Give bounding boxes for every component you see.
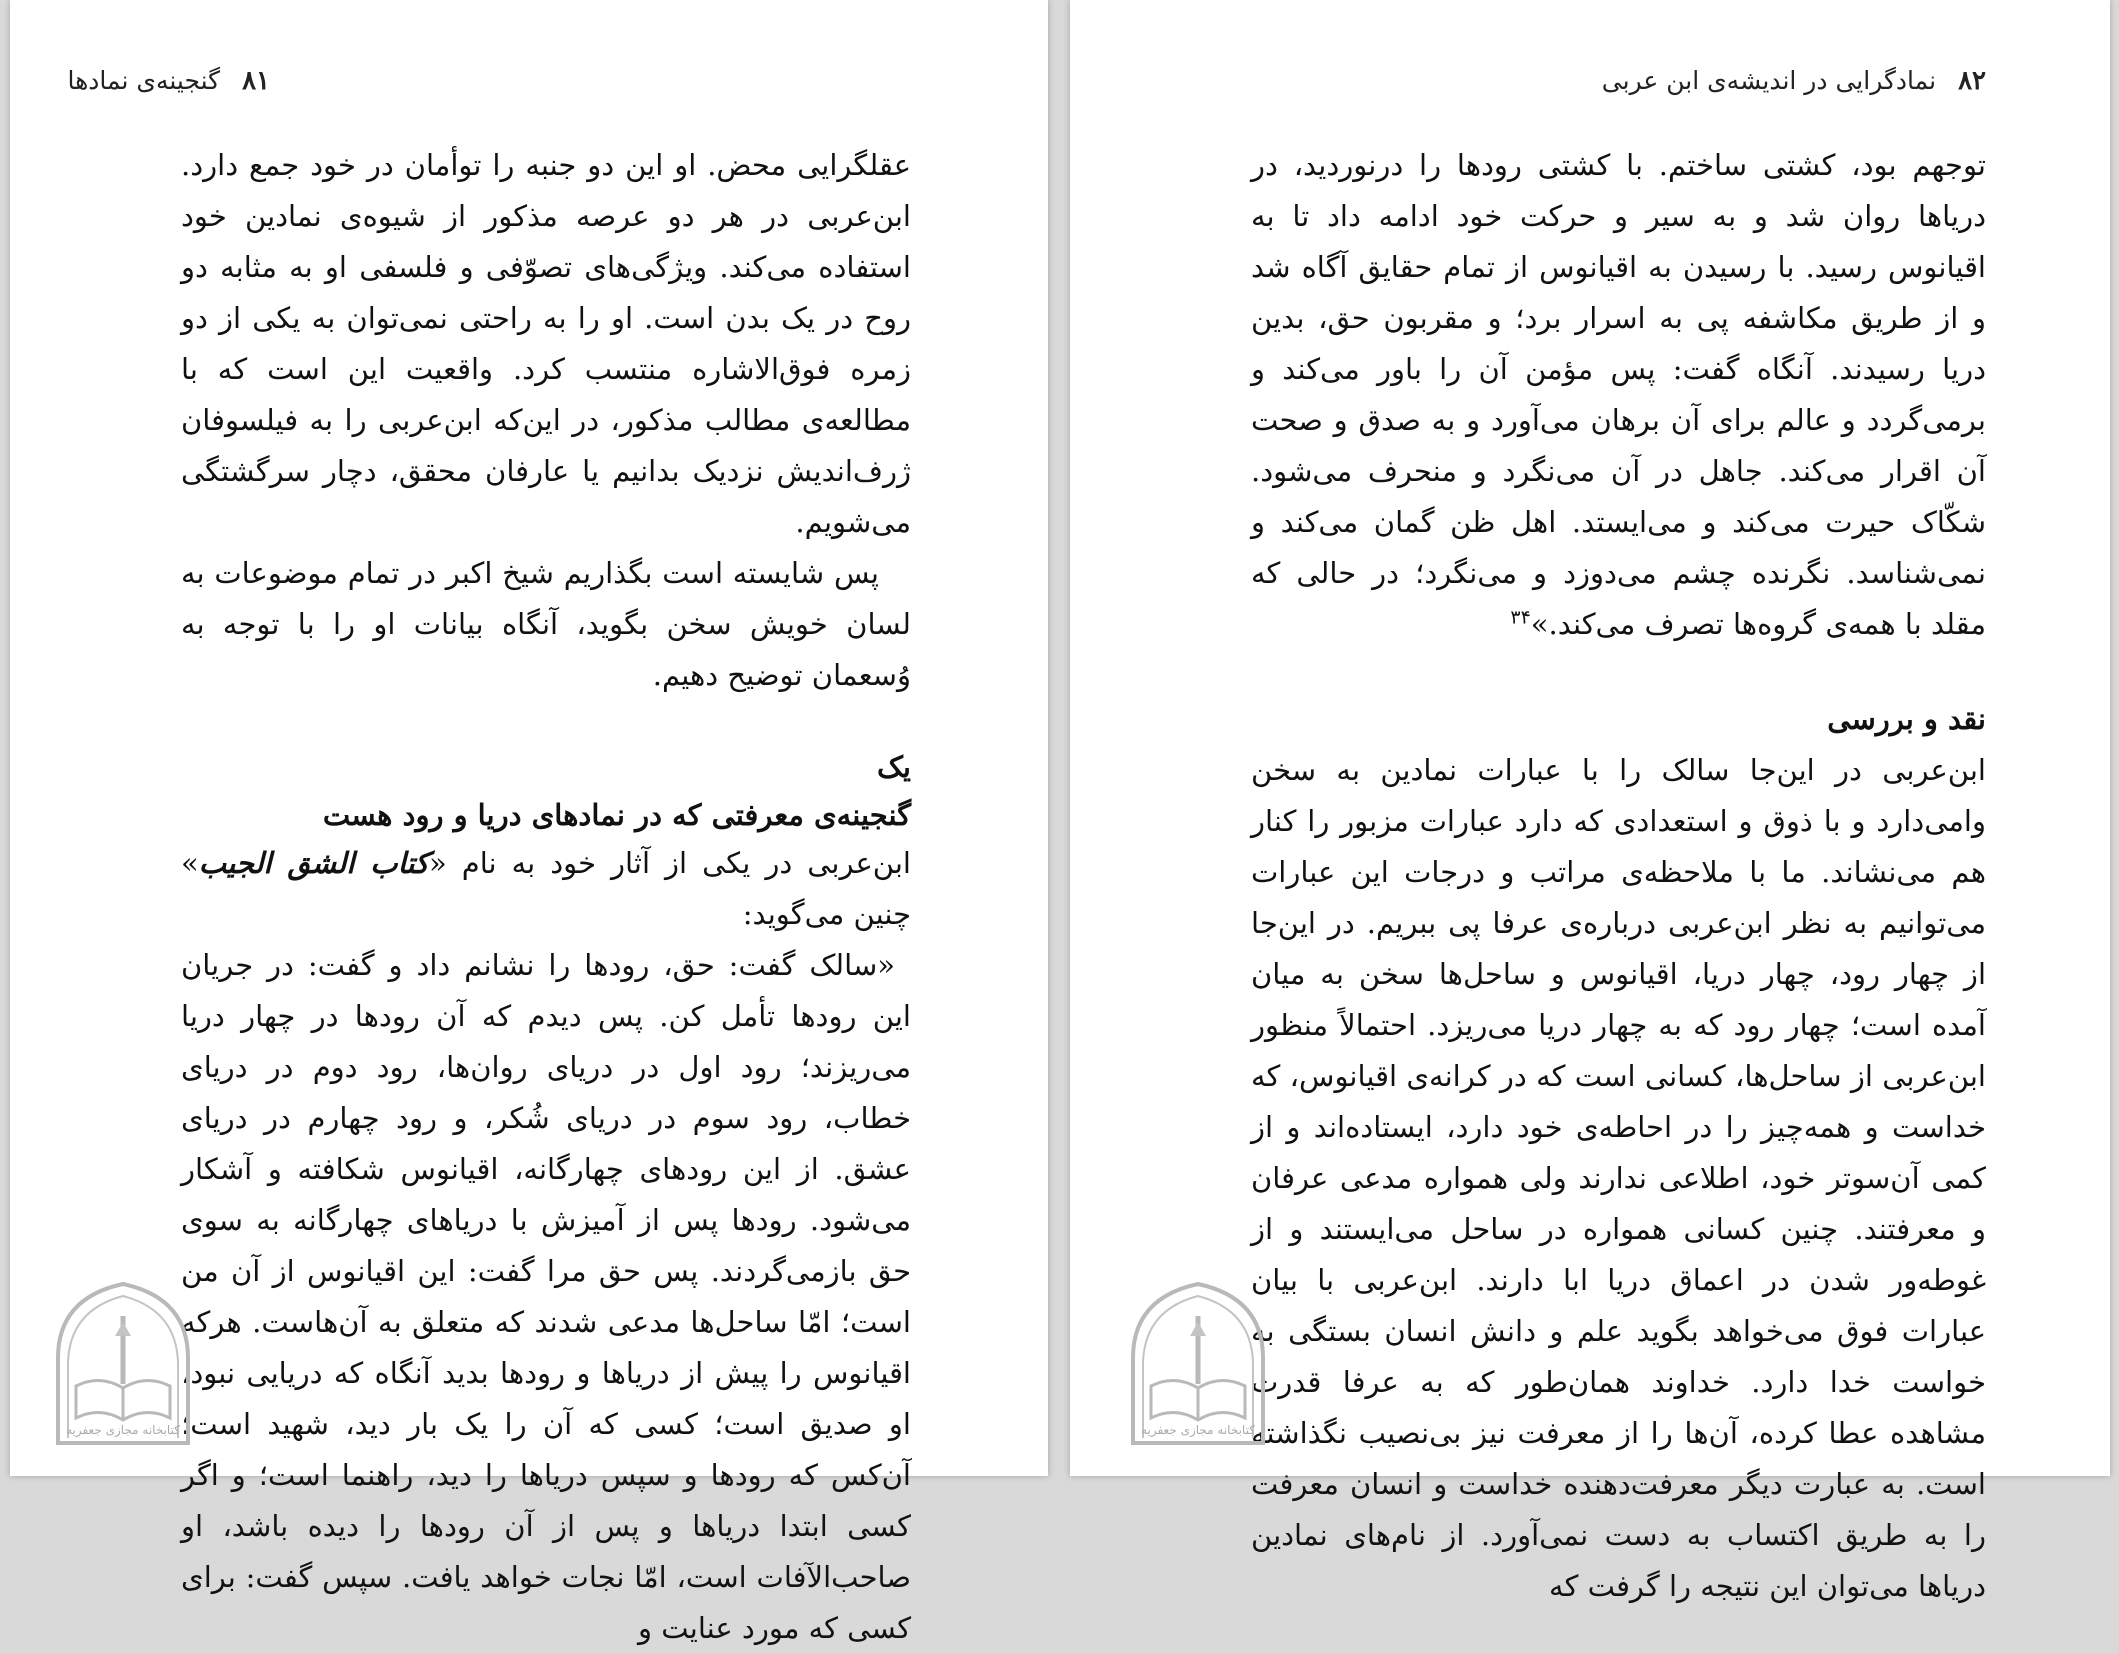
library-stamp-icon <box>1123 1278 1273 1448</box>
quote-paragraph: توجهم بود، کشتی ساختم. با کشتی رودها را درنوردید، در دریاها روان شد و به سیر و حرکت خود ادامه داد تا به اقیانوس رسید. با رسیدن به اقیانوس از تمام حقایق آگاه شد و از طریق مکاشفه پی به اسرار برد؛ و مقربون حق، بدین دریا رسیدند. آنگاه گفت: پس مؤمن آن را باور می‌کند و برمی‌گردد و عالم برای آن برهان می‌آورد و به صدق و صحت آن اقرار می‌کند. جاهل در آن می‌نگرد و منحرف می‌شود. شکّاک حیرت می‌کند و می‌ایستد. اهل ظن گمان می‌کند و نمی‌شناسد. نگرنده چشم می‌دوزد و می‌نگرد؛ در حالی که مقلد با همه‌ی گروه‌ها تصرف می‌کند.»$^{۳۴}$ <box>1251 148 1986 641</box>
paragraph: ابن‌عربی در این‌جا سالک را با عبارات نمادین به سخن وامی‌دارد و با ذوق و استعدادی که دارد عبارات مزبور را کنار هم می‌نشاند. ما با ملاحظه‌ی مراتب و درجات این عبارات می‌توانیم به نظر ابن‌عربی درباره‌ی عرفا پی ببریم. در این‌جا از چهار رود، چهار دریا، اقیانوس و ساحل‌ها سخن به میان آمده است؛ چهار رود که به چهار دریا می‌ریزد. احتمالاً منظور ابن‌عربی از ساحل‌ها، کسانی است که در کرانه‌ی اقیانوس، که خداست و همه‌چیز را در احاطه‌ی خود دارد، ایستاده‌اند و از کمی آن‌سوتر خود، اطلاعی ندارند ولی همواره مدعی عرفان و معرفتند. چنین کسانی همواره در ساحل می‌ایستند و از غوطه‌ور شدن در اعماق دریا ابا دارند. ابن‌عربی با بیان عبارات فوق می‌خواهد بگوید علم و دانش انسان بستگی به خواست خدا دارد. خداوند همان‌طور که به عرفا قدرت مشاهده عطا کرده، آن‌ها را از معرفت نیز بی‌نصیب نگذاشته است. به عبارت دیگر معرفت‌دهنده خداست و انسان معرفت را به طریق اکتساب به دست نمی‌آورد. از نام‌های نمادین دریاها می‌توان این نتیجه را گرفت که <box>1251 753 1986 1603</box>
footnote-marker: ۳۴ <box>1510 606 1531 629</box>
paragraph: عقلگرایی محض. او این دو جنبه را توأمان در خود جمع دارد. ابن‌عربی در هر دو عرصه مذکور از شیوه‌ی نمادین خود استفاده می‌کند. ویژگی‌های تصوّفی و فلسفی او به مثابه دو روح در یک بدن است. او را به راحتی نمی‌توان به یکی از دو زمره فوق‌الاشاره منتسب کرد. واقعیت این است که با مطالعه‌ی مطالب مذکور، در این‌که ابن‌عربی را به فیلسوفان ژرف‌اندیش نزدیک بدانیم یا عارفان محقق، دچار سرگشتگی می‌شویم. <box>181 148 911 539</box>
book-title: کتاب الشق الجیب <box>198 846 429 880</box>
left-page <box>10 0 1048 1645</box>
right-text-block <box>1251 140 1986 1612</box>
section-number: یک <box>876 750 911 784</box>
svg-text:کتابخانه مجازی جعفریه: کتابخانه مجازی جعفریه <box>66 1423 180 1437</box>
page-header <box>1602 66 1986 96</box>
paragraph: ابن‌عربی در یکی از آثار خود به نام «کتاب الشق الجیب» چنین می‌گوید: <box>181 846 911 931</box>
paragraph: پس شایسته است بگذاریم شیخ اکبر در تمام موضوعات به لسان خویش سخن بگوید، آنگاه بیانات او را با توجه به وُسعمان توضیح دهیم. <box>181 556 911 692</box>
section-title: گنجینه‌ی معرفتی که در نمادهای دریا و رود هست <box>322 798 911 832</box>
svg-text:کتابخانه مجازی جعفریه: کتابخانه مجازی جعفریه <box>1141 1423 1255 1437</box>
right-page <box>1070 0 2110 1603</box>
running-title: گنجینه‌ی نمادها <box>67 66 221 95</box>
section-title: نقد و بررسی <box>1827 702 1986 736</box>
page-header <box>68 66 271 96</box>
running-title: نمادگرایی در اندیشه‌ی ابن عربی <box>1601 66 1937 95</box>
quote-paragraph: «سالک گفت: حق، رودها را نشانم داد و گفت: در جریان این رودها تأمل کن. پس دیدم که آن رودها در چهار دریا می‌ریزند؛ رود اول در دریای روان‌ها، رود دوم در دریای خطاب، رود سوم در دریای شُکر، و رود چهارم در دریای عشق. از این رودهای چهارگانه، اقیانوس شکافته و آشکار می‌شود. رودها پس از آمیزش با دریاهای چهارگانه به سوی حق بازمی‌گردند. پس حق مرا گفت: این اقیانوس از آن من است؛ امّا ساحل‌ها مدعی شدند که متعلق به آن‌هاست. هرکه اقیانوس را پیش از دریاها و رودها بدید آنگاه که دریایی نبود، او صدیق است؛ کسی که آن را یک بار دید، شهید است؛ آن‌کس که رودها و سپس دریاها را دید، راهنما است؛ و اگر کسی ابتدا دریاها و پس از آن رودها را دیده باشد، او صاحب‌الآفات است، امّا نجات خواهد یافت. سپس گفت: برای کسی که مورد عنایت و <box>181 948 911 1645</box>
left-text-block <box>181 140 911 1654</box>
library-stamp-icon <box>48 1278 198 1448</box>
page-number: ۸۱ <box>242 66 270 96</box>
page-number: ۸۲ <box>1958 66 1986 96</box>
